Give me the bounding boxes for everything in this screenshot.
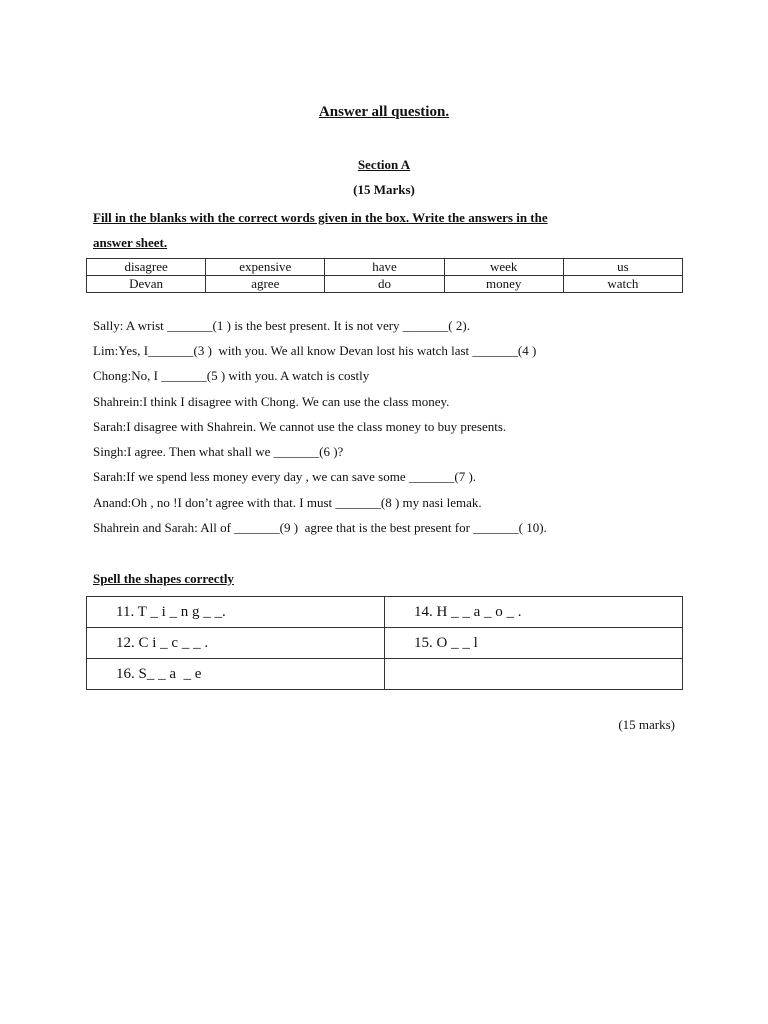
word-cell: us <box>563 259 682 276</box>
shape-cell: 14. H _ _ a _ o _ . <box>385 597 683 628</box>
dialogue-line: Sally: A wrist _______(1 ) is the best present. It is not very _______( 2). <box>93 318 470 333</box>
total-marks: (15 marks) <box>618 717 675 732</box>
word-cell: money <box>444 276 563 293</box>
section-title: Section A <box>357 157 411 172</box>
dialogue-line: Lim:Yes, I_______(3 ) with you. We all know Devan lost his watch last _______(4 ) <box>93 343 537 358</box>
shapes-table <box>86 596 683 690</box>
shapes-row <box>87 628 683 659</box>
shape-cell: 12. C i _ c _ _ . <box>87 628 385 659</box>
dialogue-line: Shahrein:I think I disagree with Chong. We can use the class money. <box>93 394 450 409</box>
shapes-row <box>87 659 683 690</box>
word-cell: disagree <box>87 259 206 276</box>
shape-cell: 11. T _ i _ n g _ _. <box>87 597 385 628</box>
shapes-row <box>87 597 683 628</box>
word-cell: week <box>444 259 563 276</box>
word-cell: agree <box>206 276 325 293</box>
section-marks: (15 Marks) <box>353 182 415 197</box>
word-cell: have <box>325 259 444 276</box>
shape-cell: 15. O _ _ l <box>385 628 683 659</box>
word-box-row <box>87 259 683 276</box>
shapes-title: Spell the shapes correctly <box>93 571 234 586</box>
word-box <box>86 258 683 293</box>
dialogue-line: Shahrein and Sarah: All of _______(9 ) agree that is the best present for _______( 10). <box>93 520 547 535</box>
word-cell: do <box>325 276 444 293</box>
word-box-row <box>87 276 683 293</box>
word-cell: Devan <box>87 276 206 293</box>
dialogue-line: Chong:No, I _______(5 ) with you. A watch is costly <box>93 368 370 383</box>
dialogue-line: Anand:Oh , no !I don’t agree with that. I must _______(8 ) my nasi lemak. <box>93 495 482 510</box>
dialogue-line: Sarah:If we spend less money every day , we can save some _______(7 ). <box>93 469 477 484</box>
shape-cell: 16. S_ _ a _ e <box>87 659 385 690</box>
instruction-line-2: answer sheet. <box>93 235 168 250</box>
page-title: Answer all question. <box>318 104 450 120</box>
word-cell: expensive <box>206 259 325 276</box>
word-cell: watch <box>563 276 682 293</box>
shape-cell <box>385 659 683 690</box>
instruction-line-1: Fill in the blanks with the correct words given in the box. Write the answers in the <box>93 210 548 225</box>
dialogue-line: Sarah:I disagree with Shahrein. We cannot use the class money to buy presents. <box>93 419 507 434</box>
dialogue-line: Singh:I agree. Then what shall we _______(6 )? <box>93 444 344 459</box>
